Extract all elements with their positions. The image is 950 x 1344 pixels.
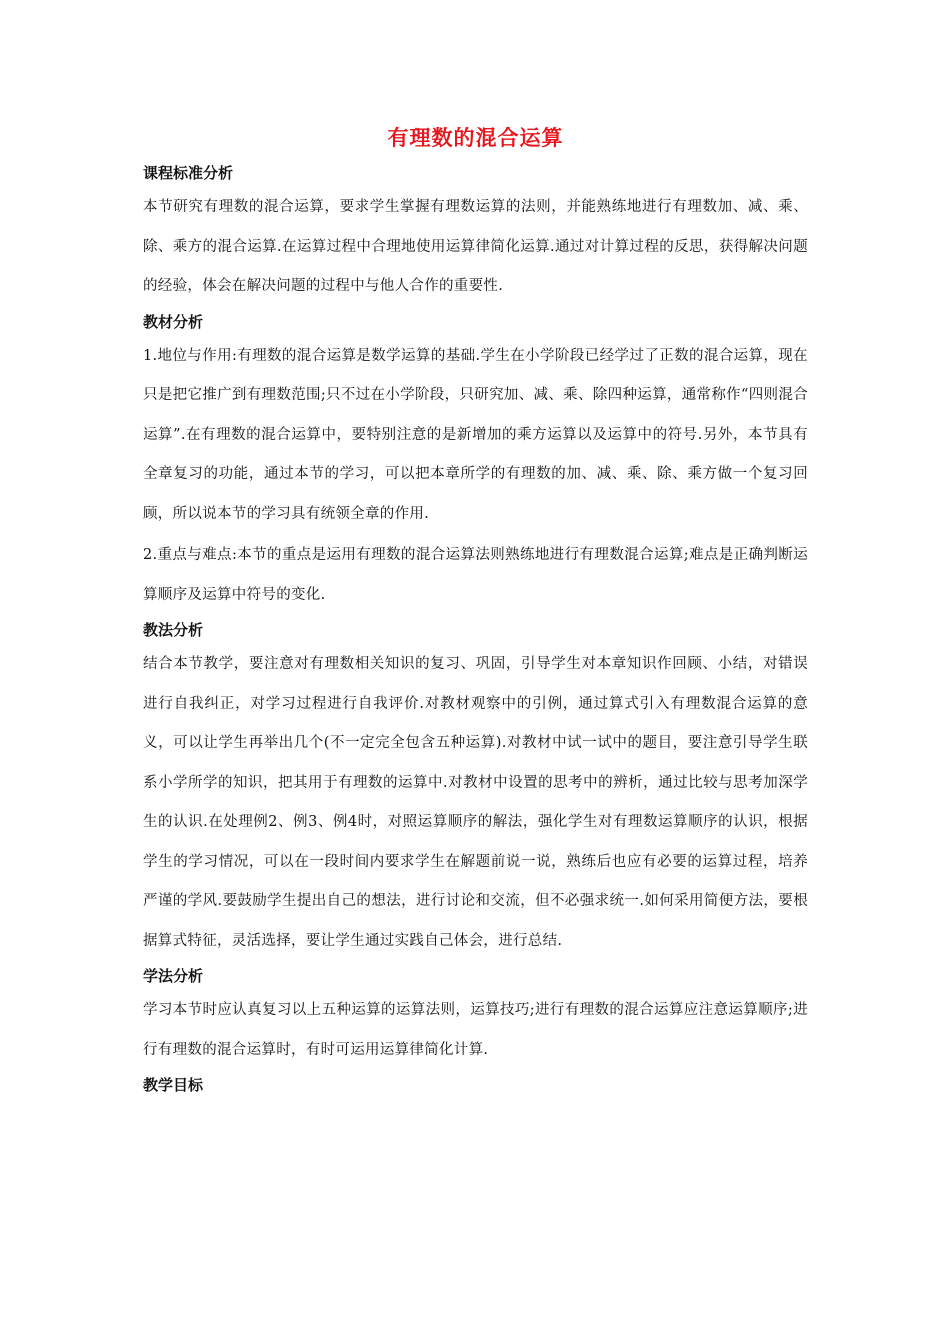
section-heading: 教材分析 <box>143 312 204 331</box>
section-curriculum-standard <box>143 160 808 307</box>
document-body <box>143 160 808 1099</box>
section-teaching-method <box>143 617 808 961</box>
section-learning-method <box>143 963 808 1070</box>
section-heading: 课程标准分析 <box>143 164 234 182</box>
section-heading: 教法分析 <box>143 621 204 639</box>
section-heading: 教学目标 <box>143 1076 204 1094</box>
section-heading: 学法分析 <box>143 967 204 985</box>
section-paragraph: 结合本节教学，要注意对有理数相关知识的复习、巩固，引导学生对本章知识作回顾、小结，对错误进行自我纠正，对学习过程进行自我评价.对教材观察中的引例，通过算式引入有理数混合运算的意义，可以让学生再举出几个(不一定完全包含五种运算).对教材中试一试中的题目，要注意引导学生联系小学所学的知识，把其用于有理数的运算中.对教材中设置的思考中的辨析，通过比较与思考加深学生的认识.在处理例2、例3、例4时，对照运算顺序的解法，强化学生对有理数运算顺序的认识，根据学生的学习情况，可以在一段时间内要求学生在解题前说一说，熟练后也应有必要的运算过程，培养严谨的学风.要鼓励学生提出自己的想法，进行讨论和交流，但不必强求统一.如何采用简便方法，要根据算式特征，灵活选择，要让学生通过实践自己体会，进行总结. <box>143 656 808 949</box>
section-paragraph: 本节研究有理数的混合运算，要求学生掌握有理数运算的法则，并能熟练地进行有理数加、减、乘、除、乘方的混合运算.在运算过程中合理地使用运算律简化运算.通过对计算过程的反思，获得解决问题的经验，体会在解决问题的过程中与他人合作的重要性. <box>143 199 808 294</box>
section-teaching-objectives <box>143 1072 808 1099</box>
section-paragraph: 1.地位与作用:有理数的混合运算是数学运算的基础.学生在小学阶段已经学过了正数的混合运算，现在只是把它推广到有理数范围;只不过在小学阶段，只研究加、减、乘、除四种运算，通常称作“四则混合运算”.在有理数的混合运算中，要特别注意的是新增加的乘方运算以及运算中的符号.另外，本节具有全章复习的功能，通过本节的学习，可以把本章所学的有理数的加、减、乘、除、乘方做一个复习回顾，所以说本节的学习具有统领全章的作用. <box>143 347 808 522</box>
section-paragraph: 2.重点与难点:本节的重点是运用有理数的混合运算法则熟练地进行有理数混合运算;难点是正确判断运算顺序及运算中符号的变化. <box>143 547 808 603</box>
document-title: 有理数的混合运算 <box>387 126 564 150</box>
section-textbook-analysis <box>143 309 808 616</box>
section-paragraph: 学习本节时应认真复习以上五种运算的运算法则，运算技巧;进行有理数的混合运算应注意运算顺序;进行有理数的混合运算时，有时可运用运算律简化计算. <box>143 1002 808 1058</box>
